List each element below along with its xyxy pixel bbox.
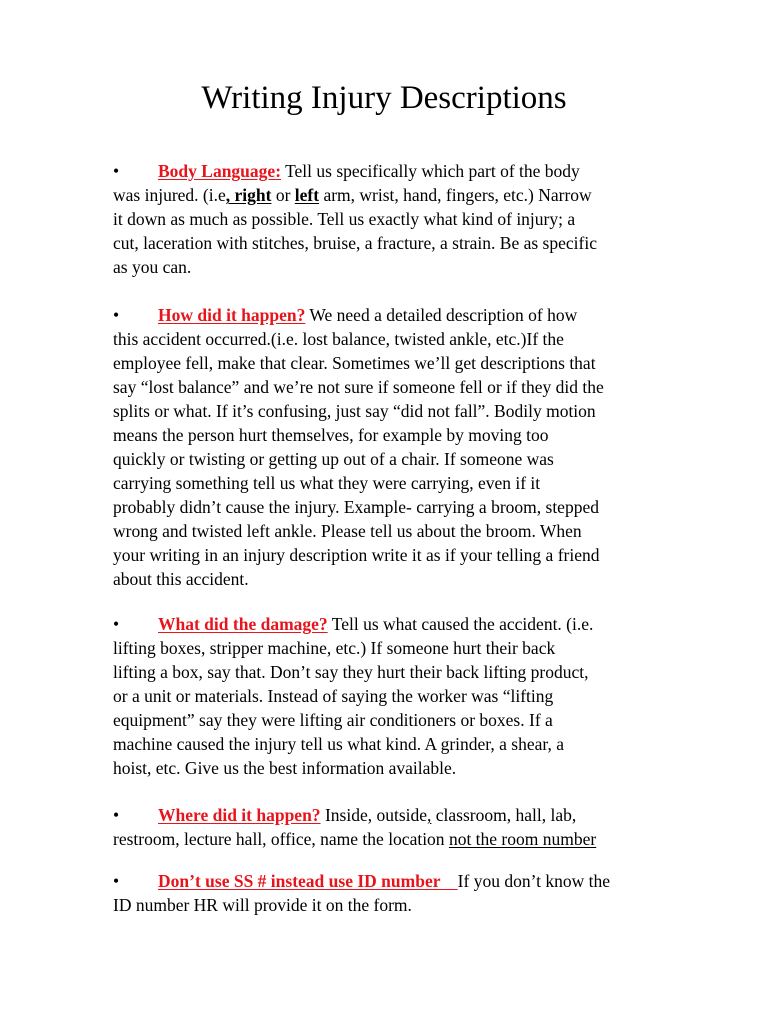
paragraph-text: Tell us what caused the accident. (i.e. bbox=[327, 614, 594, 634]
bullet: • bbox=[113, 614, 120, 634]
paragraph-line: employee fell, make that clear. Sometimes we’ll get descriptions that bbox=[113, 353, 596, 373]
paragraph-line bbox=[113, 612, 693, 636]
bullet: • bbox=[113, 871, 120, 891]
paragraph-line: quickly or twisting or getting up out of a chair. If someone was bbox=[113, 449, 554, 469]
paragraph-line: ID number HR will provide it on the form. bbox=[113, 895, 412, 915]
section-heading: Don’t use SS # instead use ID number bbox=[158, 871, 458, 891]
section-how-did-it-happen bbox=[113, 303, 693, 591]
section-where-did-it-happen bbox=[113, 803, 693, 851]
paragraph-line: hoist, etc. Give us the best information available. bbox=[113, 758, 457, 778]
paragraph-line: about this accident. bbox=[113, 569, 249, 589]
paragraph-line: your writing in an injury description write it as if your telling a friend bbox=[113, 545, 600, 565]
paragraph-line: probably didn’t cause the injury. Example- carrying a broom, stepped bbox=[113, 497, 599, 517]
paragraph-line bbox=[113, 803, 693, 827]
paragraph-line: this accident occurred.(i.e. lost balance, twisted ankle, etc.)If the bbox=[113, 329, 564, 349]
section-body-language bbox=[113, 159, 693, 279]
section-heading: How did it happen? bbox=[158, 305, 306, 325]
paragraph-line bbox=[113, 869, 693, 893]
paragraph-line bbox=[113, 827, 693, 851]
paragraph-line: splits or what. If it’s confusing, just say “did not fall”. Bodily motion bbox=[113, 401, 596, 421]
paragraph-text: restroom, lecture hall, office, name the location bbox=[113, 829, 449, 849]
bullet: • bbox=[113, 805, 120, 825]
underlined-comma: , bbox=[427, 805, 432, 825]
paragraph-line: equipment” say they were lifting air conditioners or boxes. If a bbox=[113, 710, 553, 730]
section-heading: Body Language bbox=[158, 161, 276, 181]
emphasis-right: , right bbox=[225, 185, 272, 205]
section-id-number bbox=[113, 869, 693, 917]
paragraph-line: lifting boxes, stripper machine, etc.) If someone hurt their back bbox=[113, 638, 556, 658]
paragraph-text: Tell us specifically which part of the body bbox=[281, 161, 580, 181]
paragraph-text: was injured. (i.e bbox=[113, 185, 226, 205]
paragraph-line: say “lost balance” and we’re not sure if someone fell or if they did the bbox=[113, 377, 604, 397]
paragraph-line bbox=[113, 183, 693, 207]
paragraph-line bbox=[113, 303, 693, 327]
paragraph-text: If you don’t know the bbox=[457, 871, 610, 891]
paragraph-line: carrying something tell us what they were carrying, even if it bbox=[113, 473, 541, 493]
page-title: Writing Injury Descriptions bbox=[201, 80, 567, 116]
paragraph-line: means the person hurt themselves, for example by moving too bbox=[113, 425, 549, 445]
paragraph-line: or a unit or materials. Instead of saying the worker was “lifting bbox=[113, 686, 554, 706]
paragraph-line: wrong and twisted left ankle. Please tell us about the broom. When bbox=[113, 521, 582, 541]
paragraph-line: lifting a box, say that. Don’t say they hurt their back lifting product, bbox=[113, 662, 589, 682]
underlined-note: not the room number bbox=[448, 829, 597, 849]
paragraph-text: classroom, hall, lab, bbox=[431, 805, 577, 825]
section-what-did-the-damage bbox=[113, 612, 693, 780]
bullet: • bbox=[113, 161, 120, 181]
paragraph-text: Inside, outside bbox=[320, 805, 428, 825]
paragraph-text: We need a detailed description of how bbox=[305, 305, 578, 325]
paragraph-text: arm, wrist, hand, fingers, etc.) Narrow bbox=[319, 185, 592, 205]
section-heading: What did the damage? bbox=[158, 614, 328, 634]
paragraph-text: or bbox=[271, 185, 295, 205]
paragraph-line bbox=[113, 159, 693, 183]
paragraph-line: machine caused the injury tell us what kind. A grinder, a shear, a bbox=[113, 734, 565, 754]
heading-colon: : bbox=[275, 161, 282, 181]
bullet: • bbox=[113, 305, 120, 325]
paragraph-line: it down as much as possible. Tell us exactly what kind of injury; a bbox=[113, 209, 576, 229]
paragraph-line: as you can. bbox=[113, 257, 192, 277]
paragraph-line: cut, laceration with stitches, bruise, a fracture, a strain. Be as specific bbox=[113, 233, 597, 253]
section-heading: Where did it happen? bbox=[158, 805, 321, 825]
emphasis-left: left bbox=[294, 185, 320, 205]
